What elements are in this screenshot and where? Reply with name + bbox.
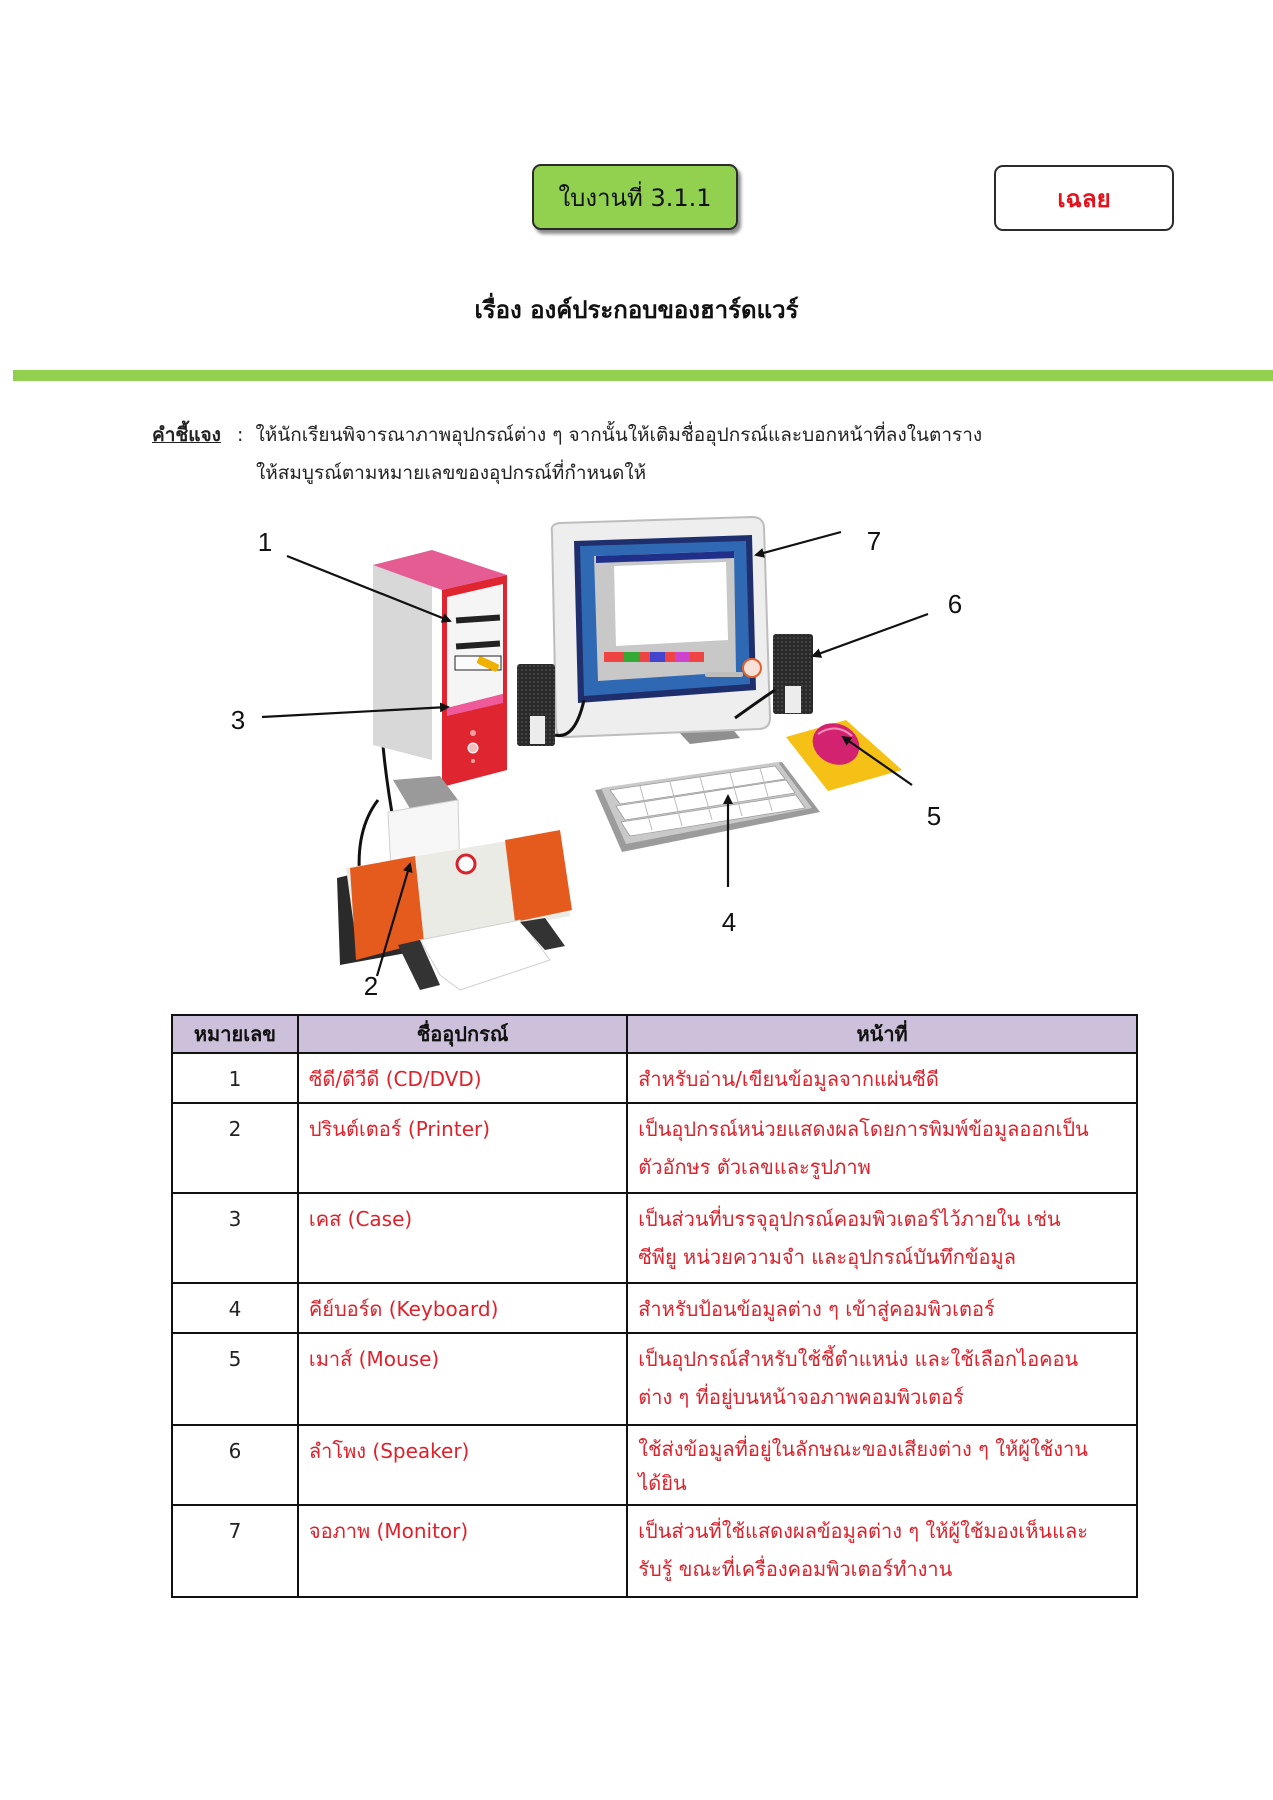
- callout-3: 3: [230, 705, 246, 735]
- page-title: เรื่อง องค์ประกอบของฮาร์ดแวร์: [474, 296, 799, 324]
- row-device-name: ซีดี/ดีวีดี (CD/DVD): [298, 1053, 627, 1103]
- table-row: [172, 1333, 1137, 1425]
- monitor-icon: [552, 517, 770, 744]
- table-row: [172, 1283, 1137, 1333]
- row-function: สำหรับป้อนข้อมูลต่าง ๆ เข้าสู่คอมพิวเตอร์: [627, 1283, 1137, 1333]
- row-device-name: ลำโพง (Speaker): [298, 1425, 627, 1505]
- table-row: [172, 1103, 1137, 1193]
- header-number: หมายเลข: [172, 1015, 298, 1053]
- instructions-label: คำชี้แจง: [152, 424, 221, 446]
- table-row: [172, 1425, 1137, 1505]
- answer-key-badge: [994, 165, 1174, 231]
- answer-key-label: เฉลย: [1057, 184, 1111, 213]
- printer-icon: [337, 776, 572, 990]
- row-device-name: ปรินต์เตอร์ (Printer): [298, 1103, 627, 1193]
- callout-1: 1: [257, 527, 273, 557]
- row-function: เป็นอุปกรณ์สำหรับใช้ชี้ตำแหน่ง และใช้เลือกไอคอน ต่าง ๆ ที่อยู่บนหน้าจอภาพคอมพิวเตอร์: [627, 1333, 1137, 1425]
- worksheet-number-label: ใบงานที่ 3.1.1: [558, 183, 712, 212]
- row-function: เป็นส่วนที่บรรจุอุปกรณ์คอมพิวเตอร์ไว้ภายใน เช่น ซีพียู หน่วยความจำ และอุปกรณ์บันทึกข้อมูล: [627, 1193, 1137, 1283]
- callout-4: 4: [721, 907, 737, 937]
- instructions-line-1: [152, 416, 982, 454]
- row-number: 1: [172, 1053, 298, 1103]
- table-row: [172, 1053, 1137, 1103]
- row-function: สำหรับอ่าน/เขียนข้อมูลจากแผ่นซีดี: [627, 1053, 1137, 1103]
- row-function: เป็นส่วนที่ใช้แสดงผลข้อมูลต่าง ๆ ให้ผู้ใช้มองเห็นและ รับรู้ ขณะที่เครื่องคอมพิวเตอร์ทำงาน: [627, 1505, 1137, 1597]
- table-row: [172, 1505, 1137, 1597]
- callout-2: 2: [363, 971, 379, 1001]
- row-number: 4: [172, 1283, 298, 1333]
- callout-7: 7: [866, 526, 882, 556]
- row-device-name: คีย์บอร์ด (Keyboard): [298, 1283, 627, 1333]
- hardware-table: [171, 1014, 1138, 1598]
- row-function: เป็นอุปกรณ์หน่วยแสดงผลโดยการพิมพ์ข้อมูลออกเป็น ตัวอักษร ตัวเลขและรูปภาพ: [627, 1103, 1137, 1193]
- callout-5: 5: [926, 801, 942, 831]
- worksheet-number-badge: [532, 164, 738, 230]
- table-header-row: [172, 1015, 1137, 1053]
- row-number: 6: [172, 1425, 298, 1505]
- instructions-text-1: ให้นักเรียนพิจารณาภาพอุปกรณ์ต่าง ๆ จากนั้นให้เติมชื่ออุปกรณ์และบอกหน้าที่ลงในตาราง: [255, 424, 983, 446]
- hardware-illustration: [200, 510, 1000, 1010]
- table-row: [172, 1193, 1137, 1283]
- divider-bar: [13, 370, 1273, 381]
- instructions-text-2: ให้สมบูรณ์ตามหมายเลขของอุปกรณ์ที่กำหนดให้: [256, 462, 647, 484]
- row-device-name: จอภาพ (Monitor): [298, 1505, 627, 1597]
- header-device-name: ชื่ออุปกรณ์: [298, 1015, 627, 1053]
- row-number: 2: [172, 1103, 298, 1193]
- row-device-name: เคส (Case): [298, 1193, 627, 1283]
- header-function: หน้าที่: [627, 1015, 1137, 1053]
- row-number: 7: [172, 1505, 298, 1597]
- keyboard-icon: [595, 762, 820, 852]
- row-number: 3: [172, 1193, 298, 1283]
- instructions-separator: :: [236, 424, 244, 446]
- mouse-icon: [786, 716, 902, 791]
- callout-6: 6: [947, 589, 963, 619]
- row-device-name: เมาส์ (Mouse): [298, 1333, 627, 1425]
- row-function: ใช้ส่งข้อมูลที่อยู่ในลักษณะของเสียงต่าง ๆ ให้ผู้ใช้งาน ได้ยิน: [627, 1425, 1137, 1505]
- row-number: 5: [172, 1333, 298, 1425]
- instructions: [152, 416, 982, 492]
